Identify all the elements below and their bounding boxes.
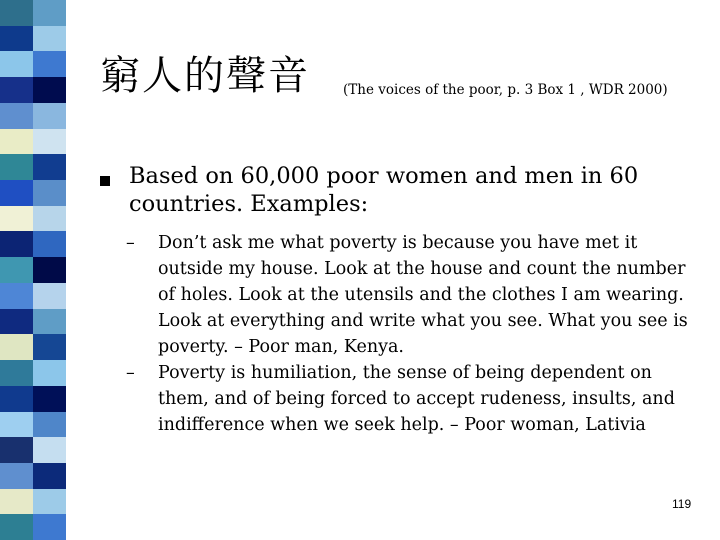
stripe-block: [0, 180, 33, 206]
sub-bullet-item: [126, 360, 701, 438]
stripe-block: [0, 514, 33, 540]
stripe-block: [0, 386, 33, 412]
stripe-segment: [0, 26, 66, 52]
stripe-block: [33, 489, 66, 515]
stripe-block: [0, 257, 33, 283]
slide-title: 窮人的聲音: [100, 53, 310, 99]
stripe-block: [33, 360, 66, 386]
stripe-block: [33, 180, 66, 206]
slide-subtitle: (The voices of the poor, p. 3 Box 1 , WDR 2000): [343, 82, 668, 98]
decorative-stripe-bar: [0, 0, 66, 540]
stripe-block: [0, 51, 33, 77]
stripe-block: [33, 154, 66, 180]
stripe-block: [33, 0, 66, 26]
stripe-block: [33, 283, 66, 309]
stripe-segment: [0, 412, 66, 438]
stripe-block: [33, 309, 66, 335]
stripe-block: [33, 77, 66, 103]
stripe-segment: [0, 231, 66, 257]
stripe-block: [0, 154, 33, 180]
main-bullet-text: Based on 60,000 poor women and men in 60 countries. Examples:: [129, 163, 639, 217]
stripe-block: [0, 360, 33, 386]
stripe-segment: [0, 51, 66, 77]
sub-bullet-text: Poverty is humiliation, the sense of being dependent on them, and of being forced to accept rudeness, insults, and indifference when we seek help. – Poor woman, Lativia: [158, 363, 675, 435]
stripe-block: [33, 231, 66, 257]
stripe-segment: [0, 283, 66, 309]
stripe-block: [33, 26, 66, 52]
stripe-segment: [0, 129, 66, 155]
stripe-block: [0, 283, 33, 309]
stripe-block: [33, 463, 66, 489]
stripe-block: [0, 489, 33, 515]
stripe-block: [0, 463, 33, 489]
stripe-segment: [0, 257, 66, 283]
stripe-block: [33, 514, 66, 540]
stripe-block: [0, 309, 33, 335]
stripe-block: [0, 412, 33, 438]
stripe-segment: [0, 360, 66, 386]
page-number: 119: [672, 497, 692, 511]
stripe-segment: [0, 437, 66, 463]
stripe-block: [0, 77, 33, 103]
stripe-segment: [0, 180, 66, 206]
stripe-segment: [0, 206, 66, 232]
stripe-block: [0, 334, 33, 360]
stripe-segment: [0, 514, 66, 540]
stripe-segment: [0, 309, 66, 335]
stripe-block: [0, 231, 33, 257]
stripe-block: [33, 206, 66, 232]
sub-bullet-text: Don’t ask me what poverty is because you have met it outside my house. Look at the house and count the number of holes. Look at the utensils and the clothes I am wearing. Look at everything and write what you see. What you see is poverty. – Poor man, Kenya.: [158, 233, 688, 357]
stripe-segment: [0, 463, 66, 489]
stripe-block: [0, 437, 33, 463]
stripe-block: [0, 103, 33, 129]
stripe-segment: [0, 77, 66, 103]
stripe-block: [33, 257, 66, 283]
sub-bullet-list: [126, 230, 701, 438]
dash-bullet-icon: –: [126, 363, 135, 383]
stripe-segment: [0, 334, 66, 360]
stripe-block: [0, 129, 33, 155]
stripe-block: [33, 334, 66, 360]
square-bullet-icon: [100, 176, 110, 186]
stripe-block: [33, 412, 66, 438]
stripe-block: [33, 103, 66, 129]
stripe-block: [33, 51, 66, 77]
stripe-block: [0, 206, 33, 232]
stripe-segment: [0, 103, 66, 129]
stripe-segment: [0, 0, 66, 26]
stripe-block: [33, 437, 66, 463]
stripe-segment: [0, 386, 66, 412]
dash-bullet-icon: –: [126, 233, 135, 253]
stripe-segment: [0, 154, 66, 180]
sub-bullet-item: [126, 230, 701, 360]
stripe-block: [0, 0, 33, 26]
stripe-block: [33, 386, 66, 412]
stripe-block: [33, 129, 66, 155]
stripe-block: [0, 26, 33, 52]
stripe-segment: [0, 489, 66, 515]
